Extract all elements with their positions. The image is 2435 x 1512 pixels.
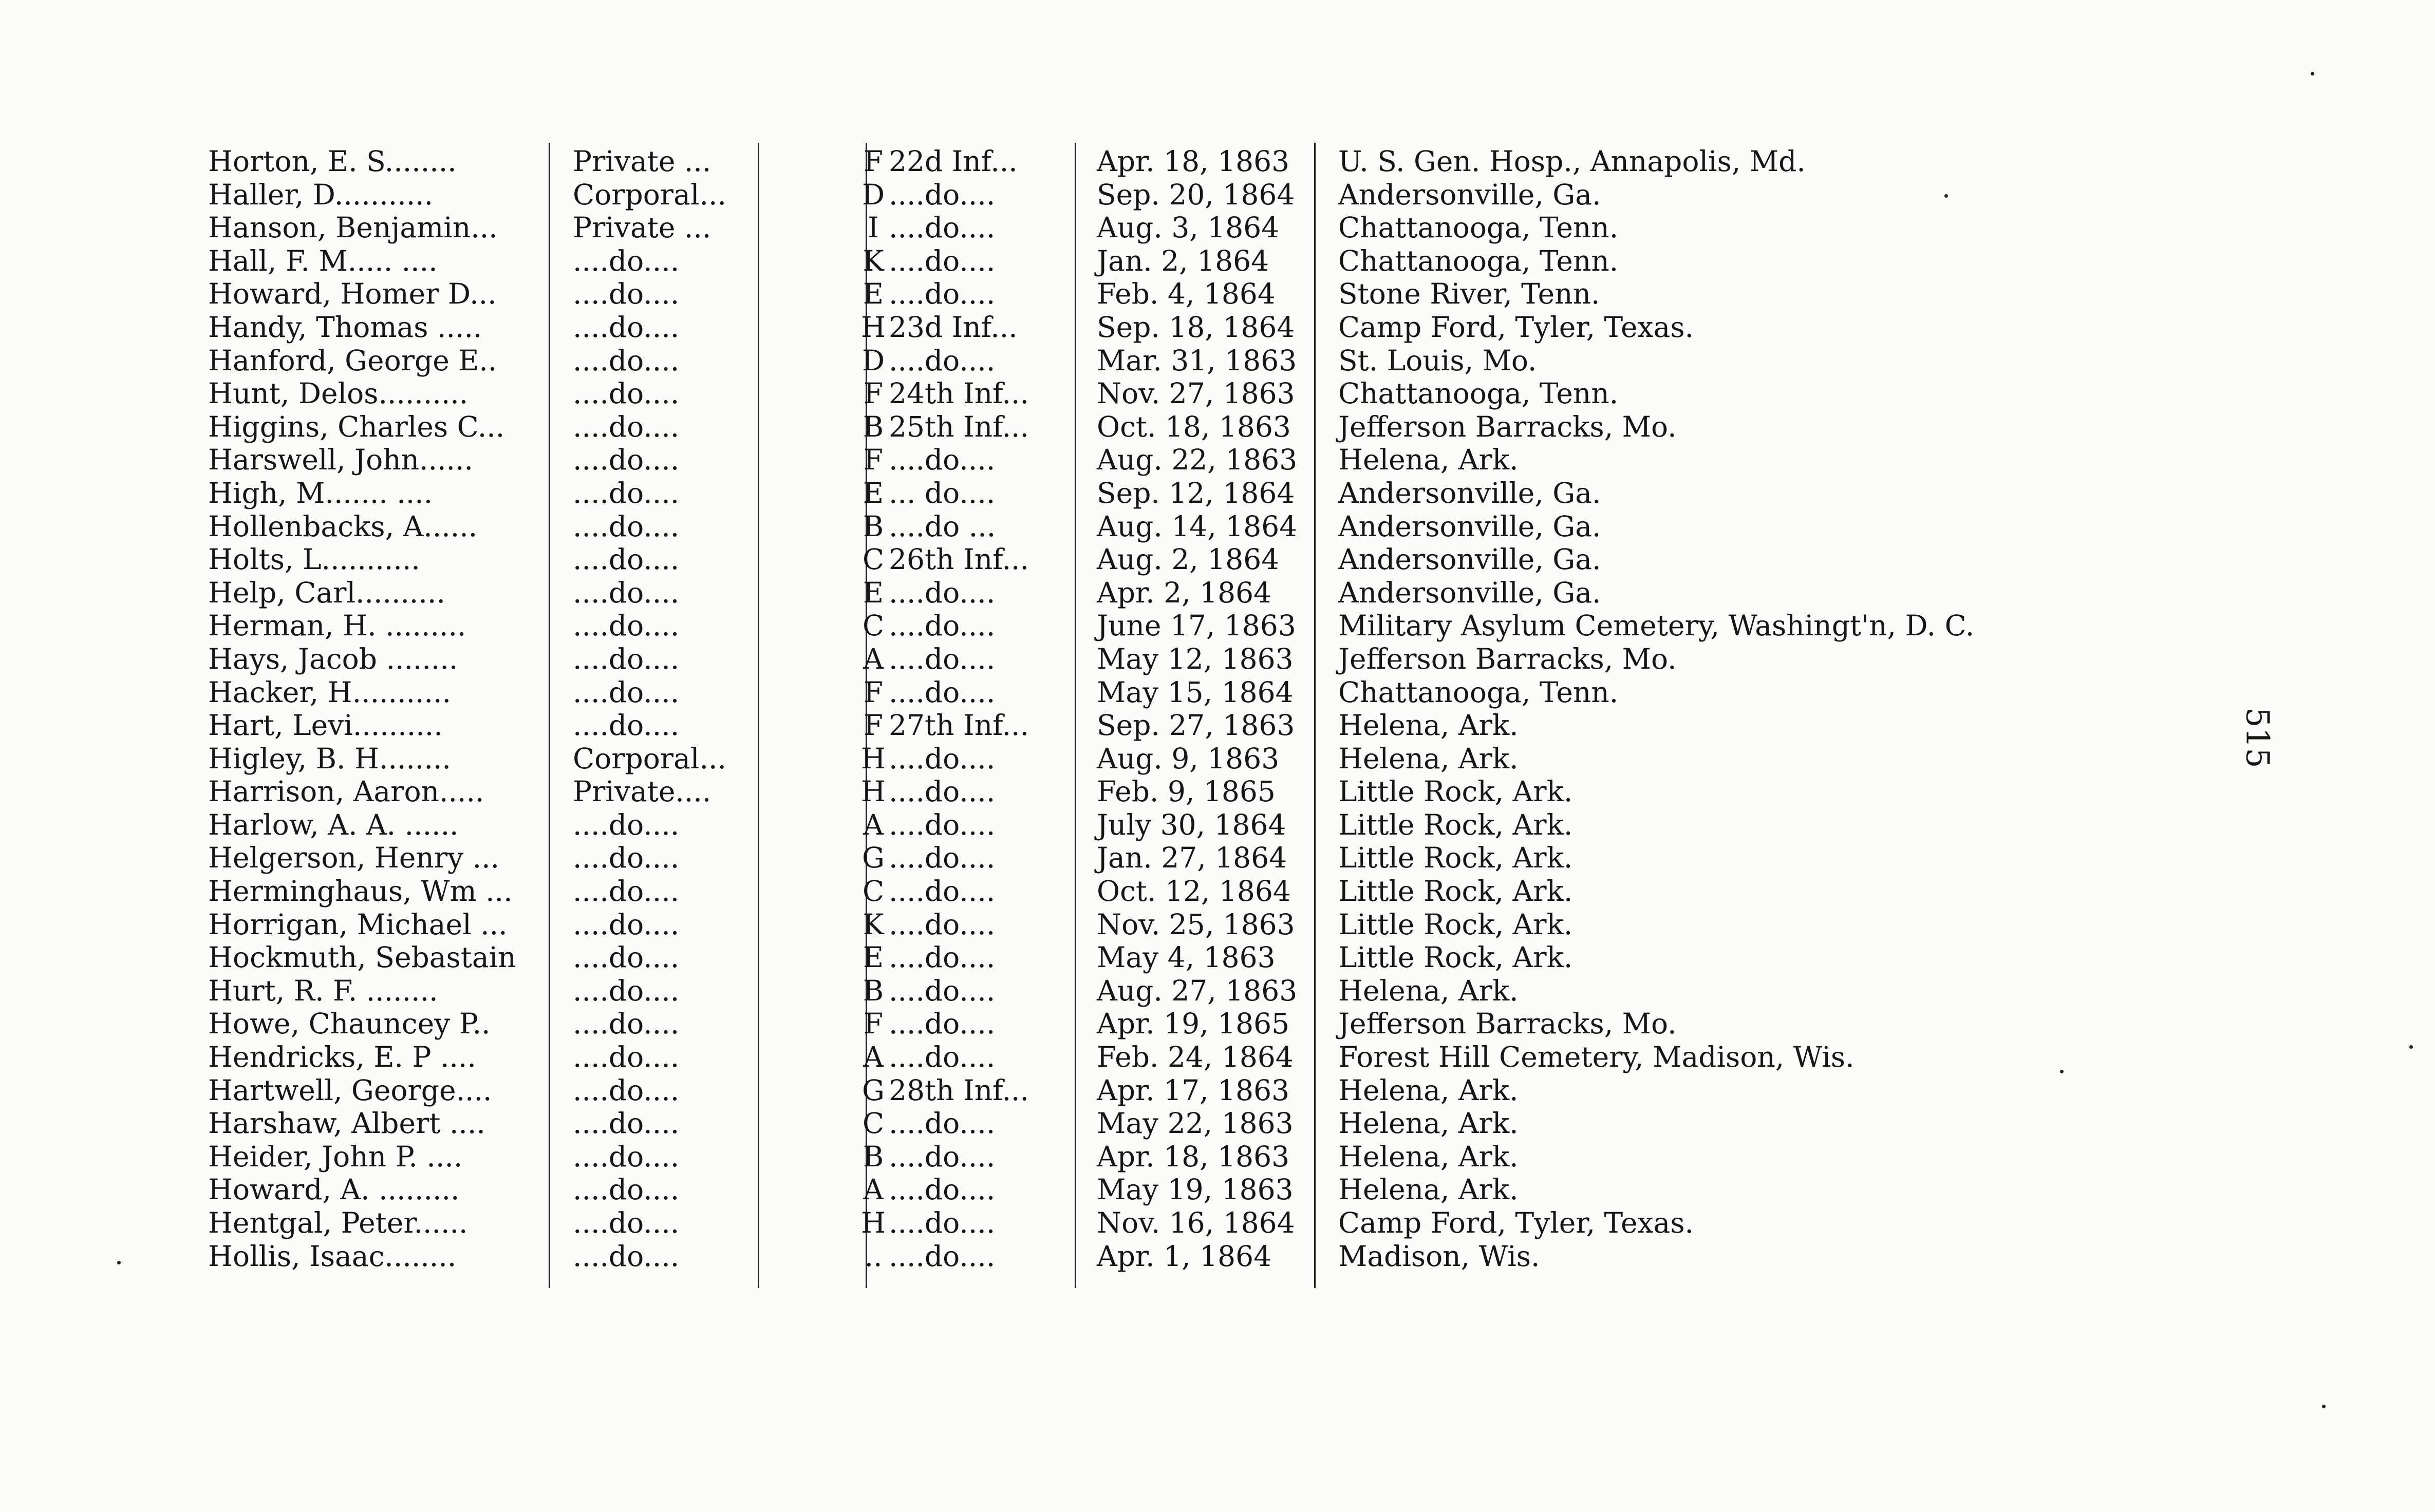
place-of-burial-cell: Little Rock, Ark. [1338, 808, 1573, 841]
place-of-burial-cell: Helena, Ark. [1338, 1073, 1519, 1107]
company-cell: K [863, 244, 884, 277]
soldier-name-cell: Hanford, George E.. [208, 344, 497, 377]
rank-cell: ....do.... [573, 1007, 680, 1041]
company-cell: B [863, 974, 884, 1007]
company-cell: F [863, 443, 884, 477]
place-of-burial-cell: Helena, Ark. [1338, 1107, 1519, 1140]
company-cell: C [862, 609, 885, 642]
date-of-death-cell: Aug. 3, 1864 [1097, 211, 1280, 244]
company-cell: A [863, 808, 884, 841]
regiment-cell: ....do.... [889, 941, 996, 974]
company-cell: K [863, 908, 884, 941]
place-of-burial-cell: Little Rock, Ark. [1338, 908, 1573, 941]
rank-cell: ....do.... [573, 808, 680, 841]
rank-cell: ....do.... [573, 1073, 680, 1107]
regiment-cell: ....do.... [889, 1206, 996, 1239]
regiment-cell: ....do.... [889, 742, 996, 775]
place-of-burial-cell: Jefferson Barracks, Mo. [1338, 1007, 1677, 1041]
rank-cell: ....do.... [573, 1140, 680, 1173]
place-of-burial-cell: Helena, Ark. [1338, 974, 1519, 1007]
company-cell: H [861, 310, 886, 344]
table-row [208, 974, 2042, 1008]
table-row [208, 742, 2042, 776]
rank-cell: ....do.... [573, 1239, 680, 1273]
company-cell: A [863, 1173, 884, 1206]
rank-cell: ....do.... [573, 443, 680, 477]
table-row [208, 477, 2042, 510]
date-of-death-cell: Sep. 27, 1863 [1097, 709, 1295, 742]
table-row [208, 775, 2042, 808]
company-cell: E [863, 476, 884, 509]
rank-cell: ....do.... [573, 609, 680, 642]
soldier-name-cell: Hockmuth, Sebastain [208, 941, 516, 974]
place-of-burial-cell: U. S. Gen. Hosp., Annapolis, Md. [1338, 145, 1806, 178]
rank-cell: ....do.... [573, 941, 680, 974]
company-cell: .. [864, 1239, 883, 1273]
date-of-death-cell: May 4, 1863 [1097, 941, 1276, 974]
date-of-death-cell: Apr. 19, 1865 [1097, 1007, 1290, 1041]
company-cell: F [863, 377, 884, 410]
table-row [208, 1007, 2042, 1041]
date-of-death-cell: Apr. 18, 1863 [1097, 1140, 1290, 1173]
soldier-name-cell: Harlow, A. A. ...... [208, 808, 459, 841]
rank-cell: ....do.... [573, 974, 680, 1007]
soldier-name-cell: Horrigan, Michael ... [208, 908, 508, 941]
company-cell: C [862, 1107, 885, 1140]
date-of-death-cell: Apr. 2, 1864 [1097, 576, 1272, 609]
table-row [208, 377, 2042, 410]
company-cell: C [862, 543, 885, 576]
soldier-name-cell: Hanson, Benjamin... [208, 211, 498, 244]
date-of-death-cell: Aug. 27, 1863 [1097, 974, 1298, 1007]
regiment-cell: ....do.... [889, 443, 996, 477]
company-cell: H [861, 775, 886, 808]
soldier-name-cell: Hurt, R. F. ........ [208, 974, 438, 1007]
table-row [208, 908, 2042, 941]
regiment-cell: ....do.... [889, 277, 996, 311]
regiment-cell: ....do.... [889, 1239, 996, 1273]
table-row [208, 1206, 2042, 1240]
company-cell: G [862, 841, 885, 875]
place-of-burial-cell: Helena, Ark. [1338, 742, 1519, 775]
company-cell: H [861, 1206, 886, 1239]
regiment-cell: ....do.... [889, 1140, 996, 1173]
place-of-burial-cell: Chattanooga, Tenn. [1338, 211, 1619, 244]
soldier-name-cell: High, M....... .... [208, 476, 433, 509]
date-of-death-cell: Feb. 9, 1865 [1097, 775, 1276, 808]
date-of-death-cell: Sep. 18, 1864 [1097, 310, 1295, 344]
regiment-cell: 24th Inf... [889, 377, 1029, 410]
date-of-death-cell: Nov. 27, 1863 [1097, 377, 1295, 410]
rank-cell: ....do.... [573, 244, 680, 277]
place-of-burial-cell: Jefferson Barracks, Mo. [1338, 410, 1677, 443]
soldier-name-cell: Hartwell, George.... [208, 1073, 492, 1107]
table-row [208, 311, 2042, 344]
regiment-cell: ....do.... [889, 775, 996, 808]
date-of-death-cell: Oct. 12, 1864 [1097, 875, 1291, 908]
regiment-cell: ....do.... [889, 841, 996, 875]
rank-cell: Private ... [573, 145, 711, 178]
regiment-cell: ....do.... [889, 908, 996, 941]
place-of-burial-cell: Military Asylum Cemetery, Washingt'n, D. C. [1338, 609, 1975, 642]
regiment-cell: ....do.... [889, 1007, 996, 1041]
soldier-name-cell: Herminghaus, Wm ... [208, 875, 513, 908]
regiment-cell: ....do.... [889, 1173, 996, 1206]
place-of-burial-cell: Jefferson Barracks, Mo. [1338, 642, 1677, 675]
regiment-cell: ....do.... [889, 675, 996, 709]
regiment-cell: ....do.... [889, 576, 996, 609]
regiment-cell: 22d Inf... [889, 145, 1018, 178]
rank-cell: Private ... [573, 211, 711, 244]
place-of-burial-cell: Little Rock, Ark. [1338, 841, 1573, 875]
rank-cell: ....do.... [573, 410, 680, 443]
company-cell: B [863, 1140, 884, 1173]
place-of-burial-cell: St. Louis, Mo. [1338, 344, 1537, 377]
regiment-cell: ....do.... [889, 609, 996, 642]
regiment-cell: ....do ... [889, 509, 996, 543]
rank-cell: ....do.... [573, 709, 680, 742]
rank-cell: ....do.... [573, 1173, 680, 1206]
date-of-death-cell: Apr. 17, 1863 [1097, 1073, 1290, 1107]
place-of-burial-cell: Andersonville, Ga. [1338, 543, 1601, 576]
date-of-death-cell: May 12, 1863 [1097, 642, 1294, 675]
place-of-burial-cell: Little Rock, Ark. [1338, 875, 1573, 908]
date-of-death-cell: Mar. 31, 1863 [1097, 344, 1297, 377]
regiment-cell: ....do.... [889, 178, 996, 211]
date-of-death-cell: Nov. 25, 1863 [1097, 908, 1295, 941]
regiment-cell: ....do.... [889, 875, 996, 908]
rank-cell: ....do.... [573, 908, 680, 941]
rank-cell: ....do.... [573, 1107, 680, 1140]
rank-cell: ....do.... [573, 377, 680, 410]
rank-cell: ....do.... [573, 1041, 680, 1074]
company-cell: F [863, 1007, 884, 1041]
date-of-death-cell: Jan. 27, 1864 [1097, 841, 1287, 875]
rank-cell: ....do.... [573, 1206, 680, 1239]
table-row [208, 410, 2042, 444]
date-of-death-cell: Oct. 18, 1863 [1097, 410, 1291, 443]
date-of-death-cell: Apr. 18, 1863 [1097, 145, 1290, 178]
place-of-burial-cell: Forest Hill Cemetery, Madison, Wis. [1338, 1041, 1855, 1074]
rank-cell: ....do.... [573, 509, 680, 543]
rank-cell: ....do.... [573, 310, 680, 344]
soldier-name-cell: Heider, John P. .... [208, 1140, 463, 1173]
date-of-death-cell: June 17, 1863 [1097, 609, 1296, 642]
company-cell: B [863, 410, 884, 443]
date-of-death-cell: Sep. 12, 1864 [1097, 476, 1295, 509]
company-cell: F [863, 675, 884, 709]
place-of-burial-cell: Andersonville, Ga. [1338, 476, 1601, 509]
place-of-burial-cell: Helena, Ark. [1338, 443, 1519, 477]
place-of-burial-cell: Chattanooga, Tenn. [1338, 377, 1619, 410]
table-row [208, 875, 2042, 908]
regiment-cell: 27th Inf... [889, 709, 1029, 742]
soldier-name-cell: Help, Carl.......... [208, 576, 445, 609]
place-of-burial-cell: Camp Ford, Tyler, Texas. [1338, 1206, 1694, 1239]
table-row [208, 443, 2042, 477]
place-of-burial-cell: Andersonville, Ga. [1338, 576, 1601, 609]
table-row [208, 576, 2042, 610]
table-row [208, 941, 2042, 974]
soldier-name-cell: Hacker, H........... [208, 675, 451, 709]
date-of-death-cell: Feb. 24, 1864 [1097, 1041, 1294, 1074]
soldier-name-cell: Hentgal, Peter...... [208, 1206, 468, 1239]
date-of-death-cell: July 30, 1864 [1097, 808, 1286, 841]
rank-cell: ....do.... [573, 875, 680, 908]
regiment-cell: 25th Inf... [889, 410, 1029, 443]
table-row [208, 1074, 2042, 1107]
date-of-death-cell: Aug. 9, 1863 [1097, 742, 1280, 775]
table-row [208, 1173, 2042, 1206]
table-row [208, 344, 2042, 377]
soldier-name-cell: Howard, A. ......... [208, 1173, 460, 1206]
date-of-death-cell: Aug. 2, 1864 [1097, 543, 1280, 576]
rank-cell: ....do.... [573, 576, 680, 609]
soldier-name-cell: Harswell, John...... [208, 443, 473, 477]
table-row [208, 841, 2042, 875]
regiment-cell: ....do.... [889, 642, 996, 675]
date-of-death-cell: Aug. 14, 1864 [1097, 509, 1298, 543]
table-row [208, 1240, 2042, 1273]
regiment-cell: ....do.... [889, 211, 996, 244]
soldier-name-cell: Higgins, Charles C... [208, 410, 505, 443]
regiment-cell: ....do.... [889, 244, 996, 277]
table-row [208, 1140, 2042, 1174]
soldier-name-cell: Hendricks, E. P .... [208, 1041, 476, 1074]
company-cell: G [862, 1073, 885, 1107]
place-of-burial-cell: Helena, Ark. [1338, 1140, 1519, 1173]
table-row [208, 1107, 2042, 1140]
print-speck [1944, 194, 1948, 198]
rank-cell: ....do.... [573, 642, 680, 675]
regiment-cell: ....do.... [889, 974, 996, 1007]
company-cell: E [863, 576, 884, 609]
rank-cell: Corporal... [573, 178, 726, 211]
table-row [208, 145, 2042, 178]
page-number: 515 [2239, 707, 2277, 768]
date-of-death-cell: Apr. 1, 1864 [1097, 1239, 1272, 1273]
regiment-cell: 23d Inf... [889, 310, 1018, 344]
rank-cell: ....do.... [573, 476, 680, 509]
burial-register-table [208, 145, 2042, 1273]
print-speck [2409, 1045, 2413, 1049]
soldier-name-cell: Hall, F. M..... .... [208, 244, 438, 277]
regiment-cell: ....do.... [889, 808, 996, 841]
company-cell: H [861, 742, 886, 775]
soldier-name-cell: Hollis, Isaac........ [208, 1239, 457, 1273]
soldier-name-cell: Harrison, Aaron..... [208, 775, 484, 808]
soldier-name-cell: Handy, Thomas ..... [208, 310, 482, 344]
date-of-death-cell: Sep. 20, 1864 [1097, 178, 1295, 211]
company-cell: E [863, 941, 884, 974]
date-of-death-cell: Jan. 2, 1864 [1097, 244, 1269, 277]
table-row [208, 609, 2042, 642]
print-speck [2311, 72, 2314, 75]
regiment-cell: 28th Inf... [889, 1073, 1029, 1107]
place-of-burial-cell: Camp Ford, Tyler, Texas. [1338, 310, 1694, 344]
soldier-name-cell: Harshaw, Albert .... [208, 1107, 485, 1140]
table-row [208, 1041, 2042, 1074]
date-of-death-cell: May 19, 1863 [1097, 1173, 1294, 1206]
company-cell: I [868, 211, 879, 244]
table-row [208, 244, 2042, 278]
date-of-death-cell: May 15, 1864 [1097, 675, 1294, 709]
print-speck [2060, 1070, 2064, 1073]
table-row [208, 510, 2042, 543]
regiment-cell: ....do.... [889, 1041, 996, 1074]
place-of-burial-cell: Chattanooga, Tenn. [1338, 244, 1619, 277]
date-of-death-cell: May 22, 1863 [1097, 1107, 1294, 1140]
soldier-name-cell: Helgerson, Henry ... [208, 841, 500, 875]
table-row [208, 277, 2042, 311]
place-of-burial-cell: Little Rock, Ark. [1338, 775, 1573, 808]
table-row [208, 808, 2042, 842]
table-row [208, 709, 2042, 742]
regiment-cell: 26th Inf... [889, 543, 1029, 576]
company-cell: F [863, 709, 884, 742]
print-speck [117, 1261, 121, 1264]
place-of-burial-cell: Little Rock, Ark. [1338, 941, 1573, 974]
company-cell: D [861, 178, 885, 211]
place-of-burial-cell: Andersonville, Ga. [1338, 509, 1601, 543]
date-of-death-cell: Feb. 4, 1864 [1097, 277, 1276, 311]
table-row [208, 178, 2042, 212]
company-cell: A [863, 1041, 884, 1074]
date-of-death-cell: Aug. 22, 1863 [1097, 443, 1298, 477]
place-of-burial-cell: Andersonville, Ga. [1338, 178, 1601, 211]
soldier-name-cell: Higley, B. H........ [208, 742, 451, 775]
regiment-cell: ... do.... [889, 476, 996, 509]
table-row [208, 543, 2042, 576]
soldier-name-cell: Herman, H. ......... [208, 609, 466, 642]
place-of-burial-cell: Madison, Wis. [1338, 1239, 1540, 1273]
soldier-name-cell: Horton, E. S........ [208, 145, 457, 178]
soldier-name-cell: Hays, Jacob ........ [208, 642, 458, 675]
soldier-name-cell: Hunt, Delos.......... [208, 377, 469, 410]
rank-cell: Corporal... [573, 742, 726, 775]
soldier-name-cell: Howard, Homer D... [208, 277, 497, 311]
soldier-name-cell: Holts, L........... [208, 543, 420, 576]
rank-cell: ....do.... [573, 543, 680, 576]
place-of-burial-cell: Helena, Ark. [1338, 709, 1519, 742]
company-cell: A [863, 642, 884, 675]
soldier-name-cell: Hart, Levi.......... [208, 709, 443, 742]
regiment-cell: ....do.... [889, 344, 996, 377]
table-row [208, 642, 2042, 676]
table-row [208, 211, 2042, 244]
company-cell: D [861, 344, 885, 377]
print-speck [2322, 1405, 2326, 1408]
table-row [208, 676, 2042, 709]
company-cell: F [863, 145, 884, 178]
place-of-burial-cell: Helena, Ark. [1338, 1173, 1519, 1206]
regiment-cell: ....do.... [889, 1107, 996, 1140]
soldier-name-cell: Howe, Chauncey P.. [208, 1007, 491, 1041]
rank-cell: ....do.... [573, 841, 680, 875]
place-of-burial-cell: Stone River, Tenn. [1338, 277, 1600, 311]
rank-cell: Private.... [573, 775, 711, 808]
rank-cell: ....do.... [573, 277, 680, 311]
company-cell: B [863, 509, 884, 543]
soldier-name-cell: Hollenbacks, A...... [208, 509, 478, 543]
rank-cell: ....do.... [573, 675, 680, 709]
company-cell: C [862, 875, 885, 908]
company-cell: E [863, 277, 884, 311]
place-of-burial-cell: Chattanooga, Tenn. [1338, 675, 1619, 709]
soldier-name-cell: Haller, D........... [208, 178, 434, 211]
rank-cell: ....do.... [573, 344, 680, 377]
date-of-death-cell: Nov. 16, 1864 [1097, 1206, 1295, 1239]
